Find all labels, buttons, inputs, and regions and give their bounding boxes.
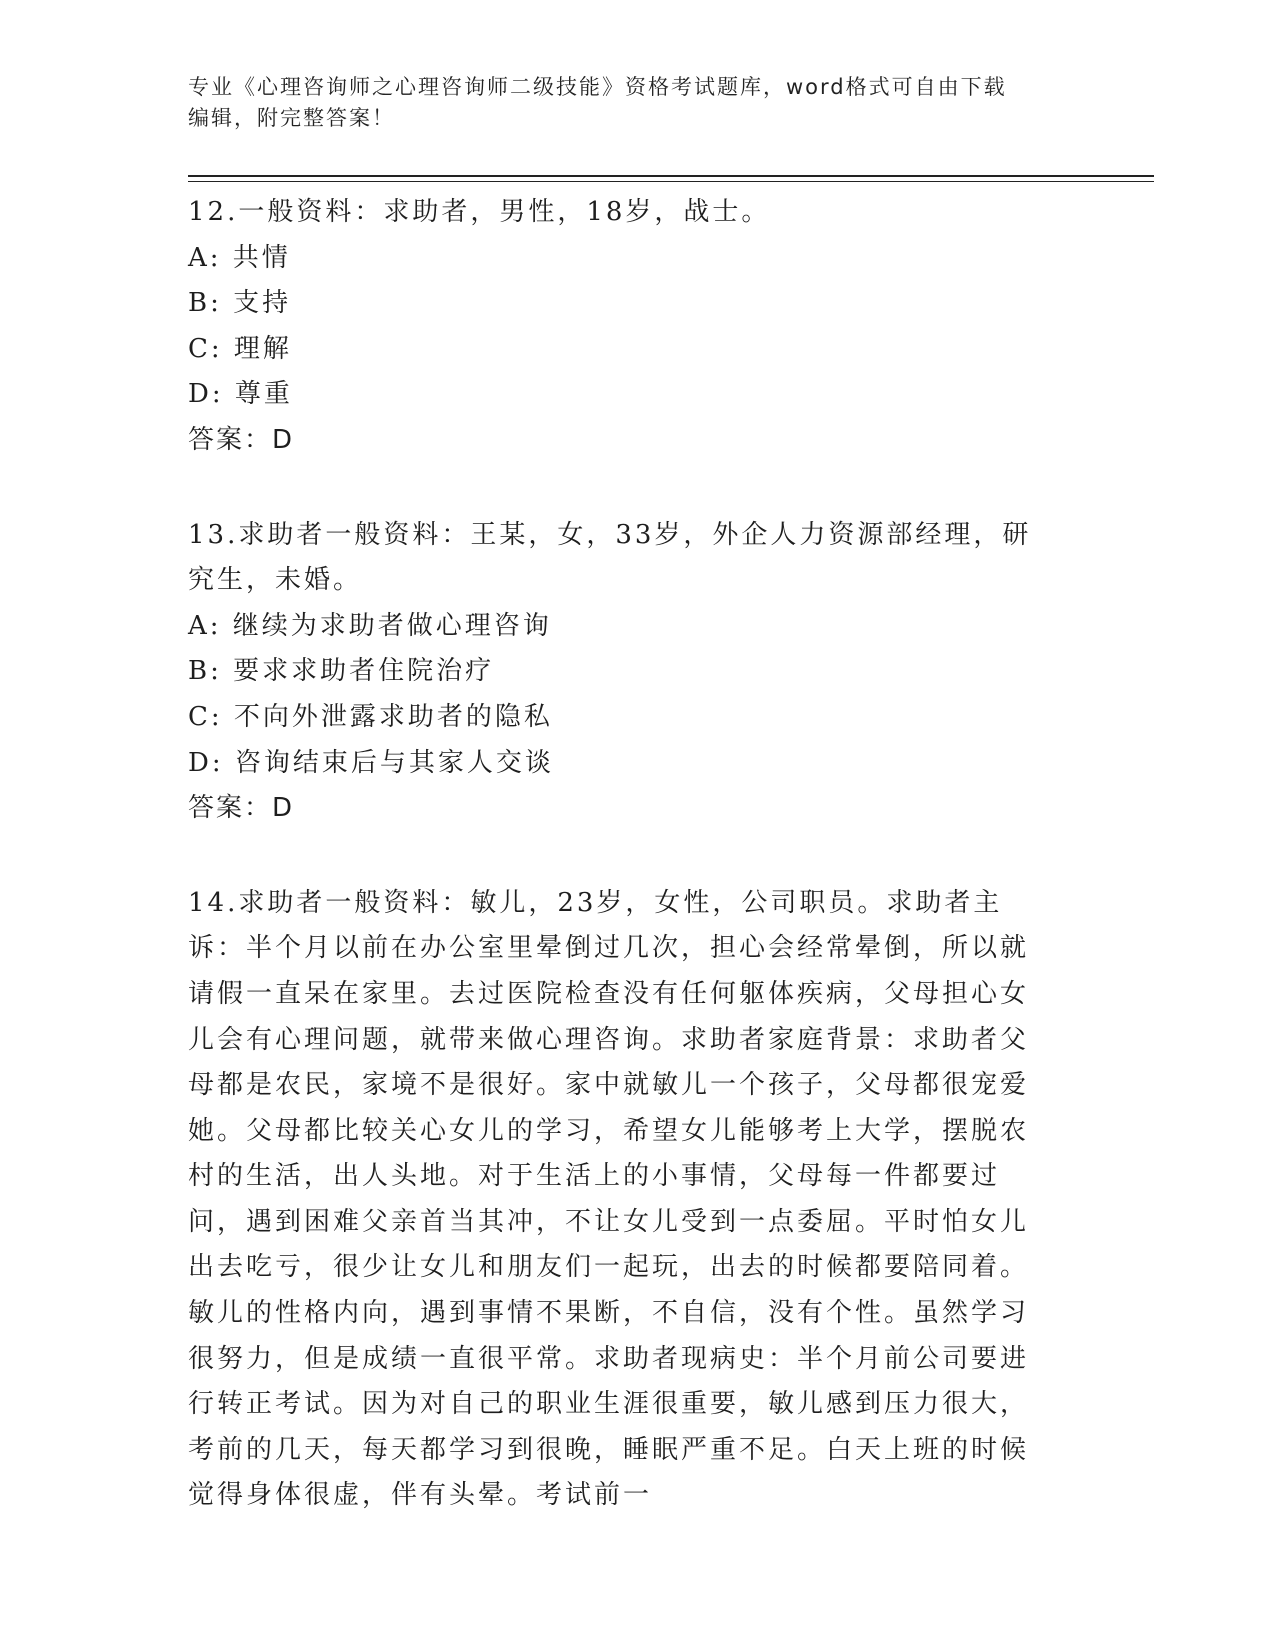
option-c: C: 理解: [188, 333, 292, 364]
document-header: [188, 72, 1068, 134]
option-a: A: 共情: [188, 242, 291, 273]
answer-label: 答案：D: [188, 424, 295, 455]
option-c: C: 不向外泄露求助者的隐私: [188, 701, 553, 732]
option-b: B: 要求求助者住院治疗: [188, 656, 495, 687]
header-divider-thin: [188, 181, 1154, 182]
header-line-2: 编辑，附完整答案！: [188, 106, 395, 130]
question-list: [188, 190, 1088, 1568]
question-14: [188, 881, 1088, 1519]
question-stem: 14.求助者一般资料：敏儿，23岁，女性，公司职员。求助者主诉：半个月以前在办公室里晕倒过几次，担心会经常晕倒，所以就请假一直呆在家里。去过医院检查没有任何躯体疾病，父母担心女儿会有心理问题，就带来做心理咨询。求助者家庭背景：求助者父母都是农民，家境不是很好。家中就敏儿一个孩子，父母都很宠爱她。父母都比较关心女儿的学习，希望女儿能够考上大学，摆脱农村的生活，出人头地。对于生活上的小事情，父母每一件都要过问，遇到困难父亲首当其冲，不让女儿受到一点委屈。平时怕女儿出去吃亏，很少让女儿和朋友们一起玩，出去的时候都要陪同着。敏儿的性格内向，遇到事情不果断，不自信，没有个性。虽然学习很努力，但是成绩一直很平常。求助者现病史：半个月前公司要进行转正考试。因为对自己的职业生涯很重要，敏儿感到压力很大，考前的几天，每天都学习到很晚，睡眠严重不足。白天上班的时候觉得身体很虚，伴有头晕。考试前一: [188, 887, 1030, 1511]
header-line-1: 专业《心理咨询师之心理咨询师二级技能》资格考试题库，word格式可自由下载: [188, 75, 1007, 99]
option-d: D: 咨询结束后与其家人交谈: [188, 747, 554, 778]
option-b: B: 支持: [188, 288, 292, 319]
answer-label: 答案：D: [188, 793, 295, 824]
question-12: [188, 190, 1088, 464]
header-divider-thick: [188, 175, 1154, 177]
question-stem: 13.求助者一般资料：王某，女，33岁，外企人力资源部经理，研究生，未婚。: [188, 519, 1032, 596]
option-a: A: 继续为求助者做心理咨询: [188, 610, 552, 641]
question-13: [188, 513, 1088, 832]
question-stem: 12.一般资料：求助者，男性，18岁，战士。: [188, 197, 771, 227]
option-d: D: 尊重: [188, 379, 293, 410]
